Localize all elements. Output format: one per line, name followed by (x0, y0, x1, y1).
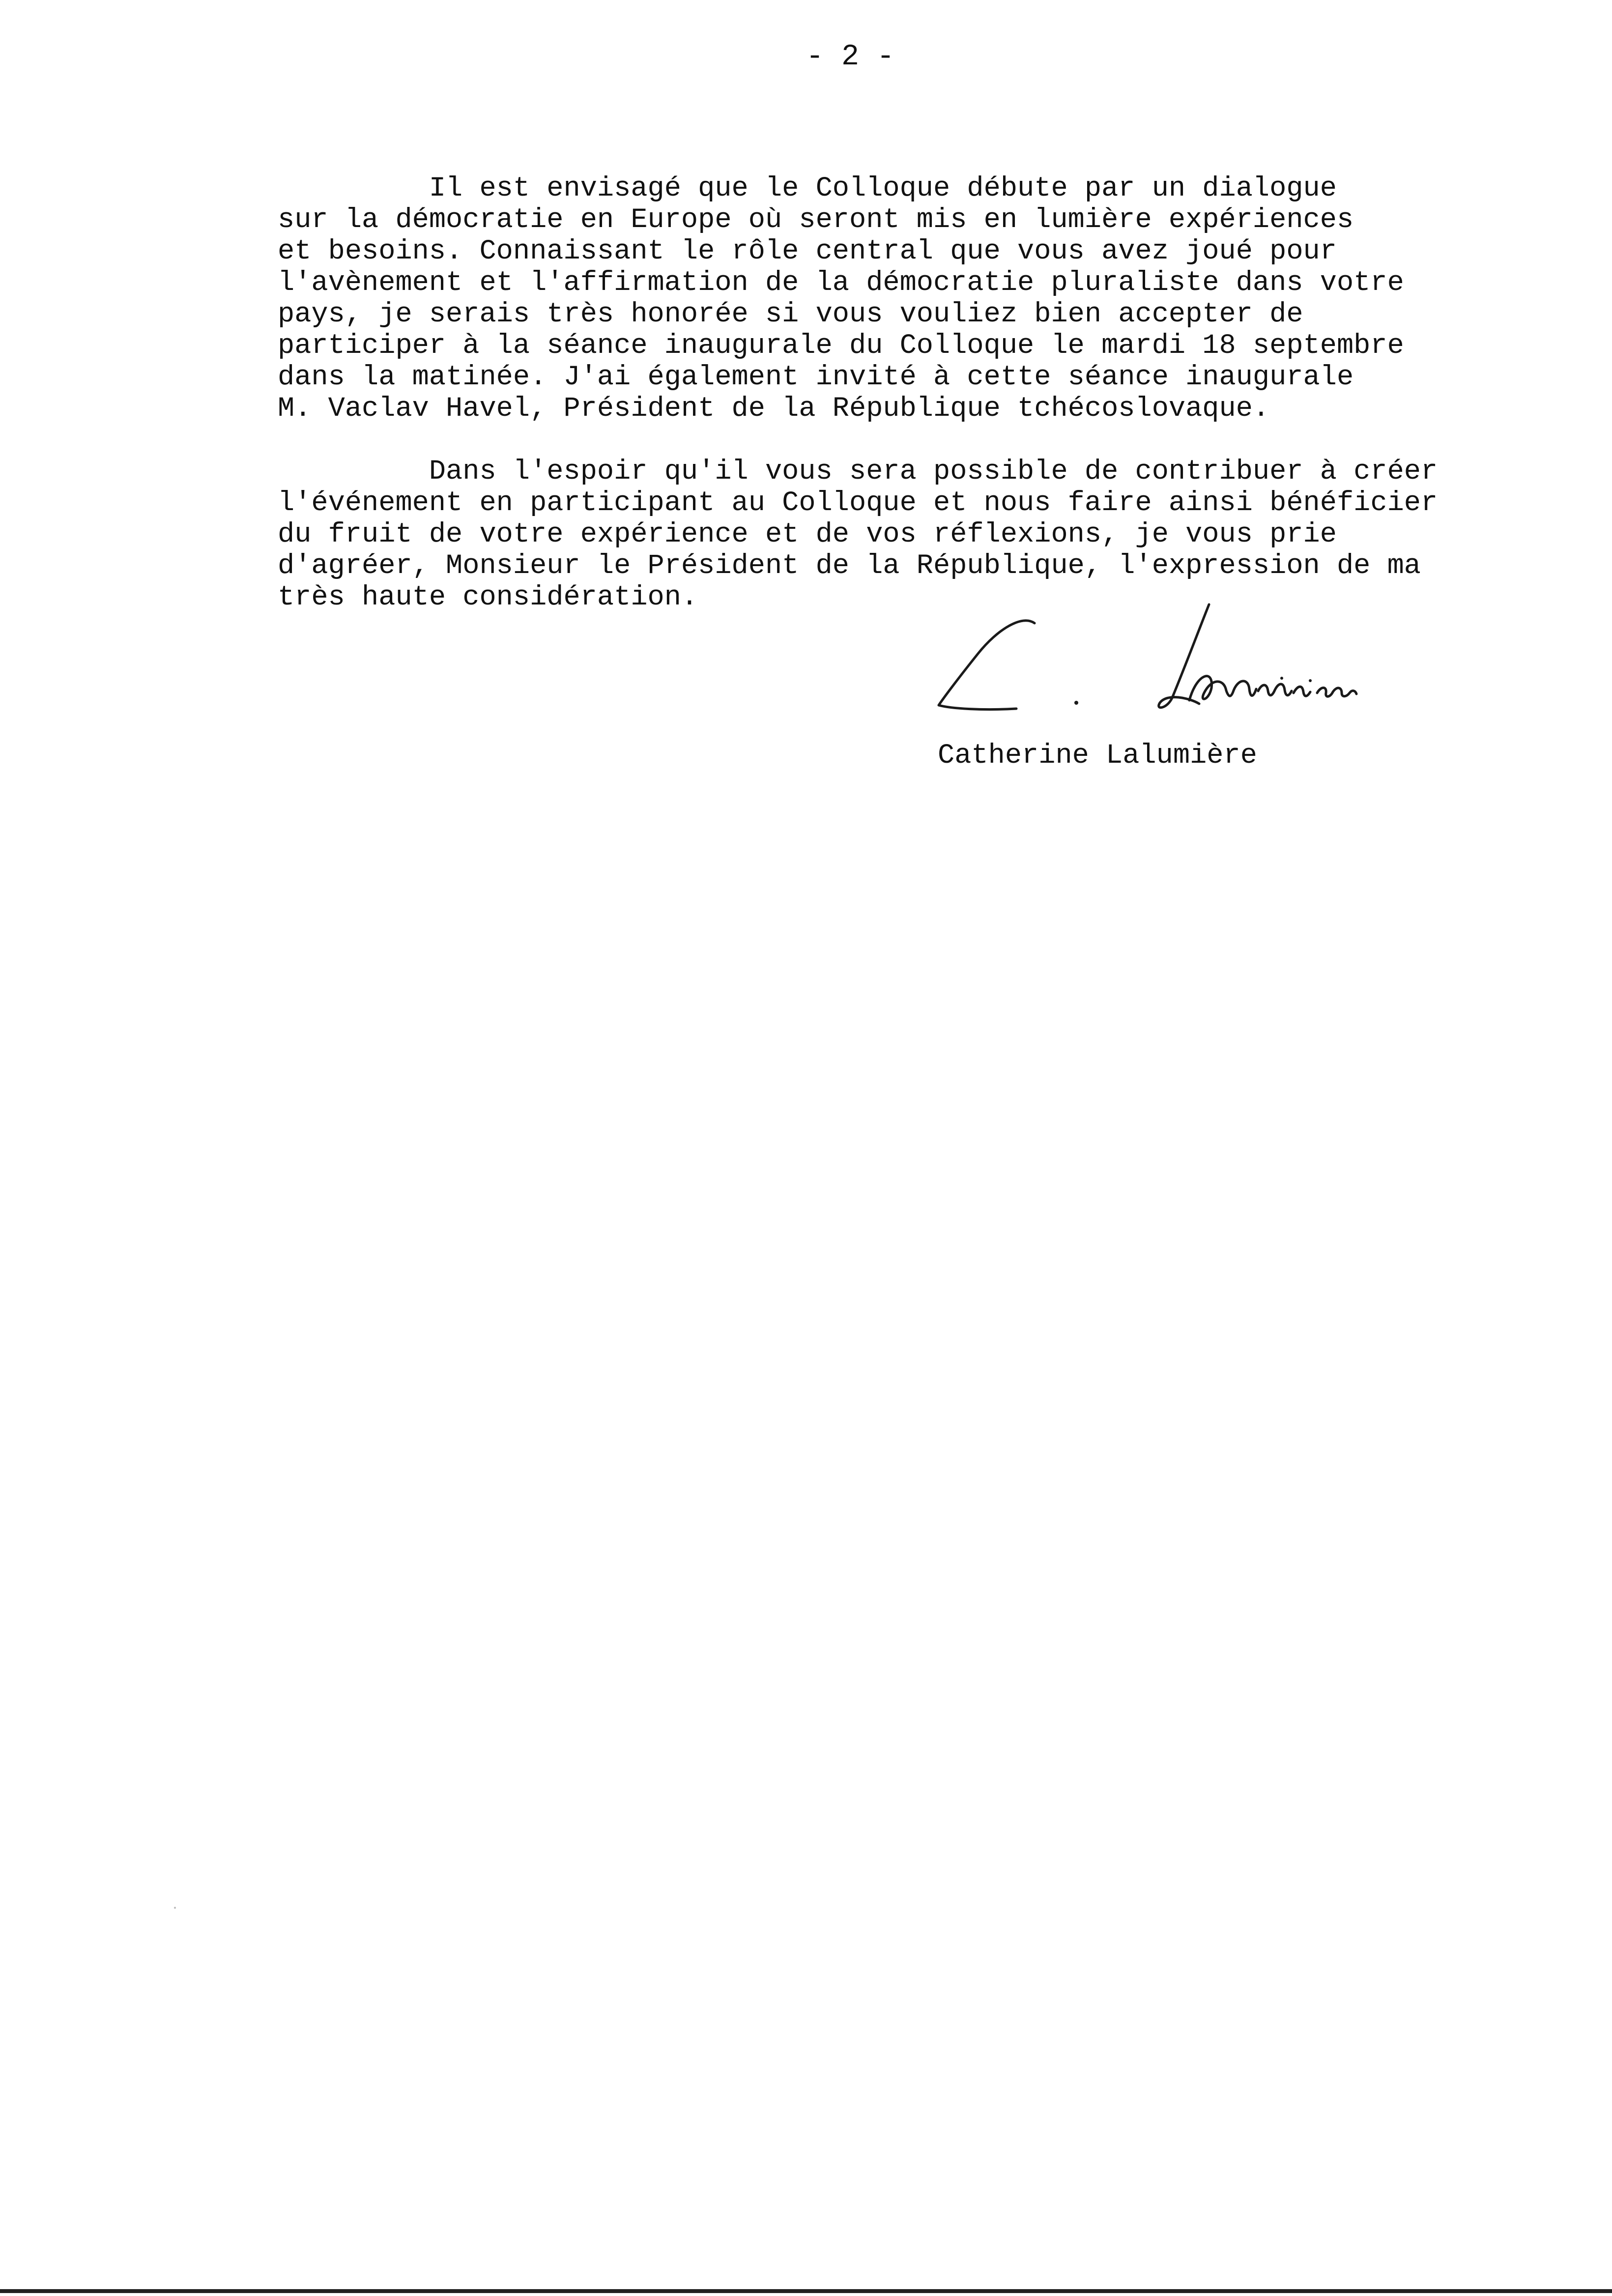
paragraph-2-line: du fruit de votre expérience et de vos réflexions, je vous prie (278, 519, 1337, 550)
paragraph-2-line: très haute considération. (278, 582, 698, 613)
paragraph-1-line: sur la démocratie en Europe où seront mis en lumière expériences (278, 204, 1354, 236)
page-number: - 2 - (806, 40, 895, 74)
paragraph-1-line: l'avènement et l'affirmation de la démocratie pluraliste dans votre (278, 267, 1404, 299)
paragraph-1-line: Il est envisagé que le Colloque débute par un dialogue (278, 173, 1337, 204)
handwritten-signature (924, 600, 1415, 727)
scan-speck (174, 1907, 176, 1909)
paragraph-2-line: Dans l'espoir qu'il vous sera possible de contribuer à créer (278, 456, 1438, 488)
bottom-edge-line (0, 2289, 1612, 2293)
paragraph-1-line: dans la matinée. J'ai également invité à cette séance inaugurale (278, 362, 1354, 393)
paragraph-1-line: M. Vaclav Havel, Président de la République tchécoslovaque. (278, 393, 1270, 425)
paragraph-1 (278, 173, 1404, 425)
paragraph-2-line: l'événement en participant au Colloque et nous faire ainsi bénéficier (278, 488, 1438, 519)
paragraph-1-line: et besoins. Connaissant le rôle central que vous avez joué pour (278, 236, 1337, 267)
paragraph-2-line: d'agréer, Monsieur le Président de la République, l'expression de ma (278, 550, 1421, 582)
paragraph-1-line: participer à la séance inaugurale du Colloque le mardi 18 septembre (278, 330, 1404, 362)
paragraph-1-line: pays, je serais très honorée si vous vouliez bien accepter de (278, 299, 1303, 330)
paragraph-2 (278, 456, 1438, 613)
signatory-name: Catherine Lalumière (938, 740, 1257, 772)
